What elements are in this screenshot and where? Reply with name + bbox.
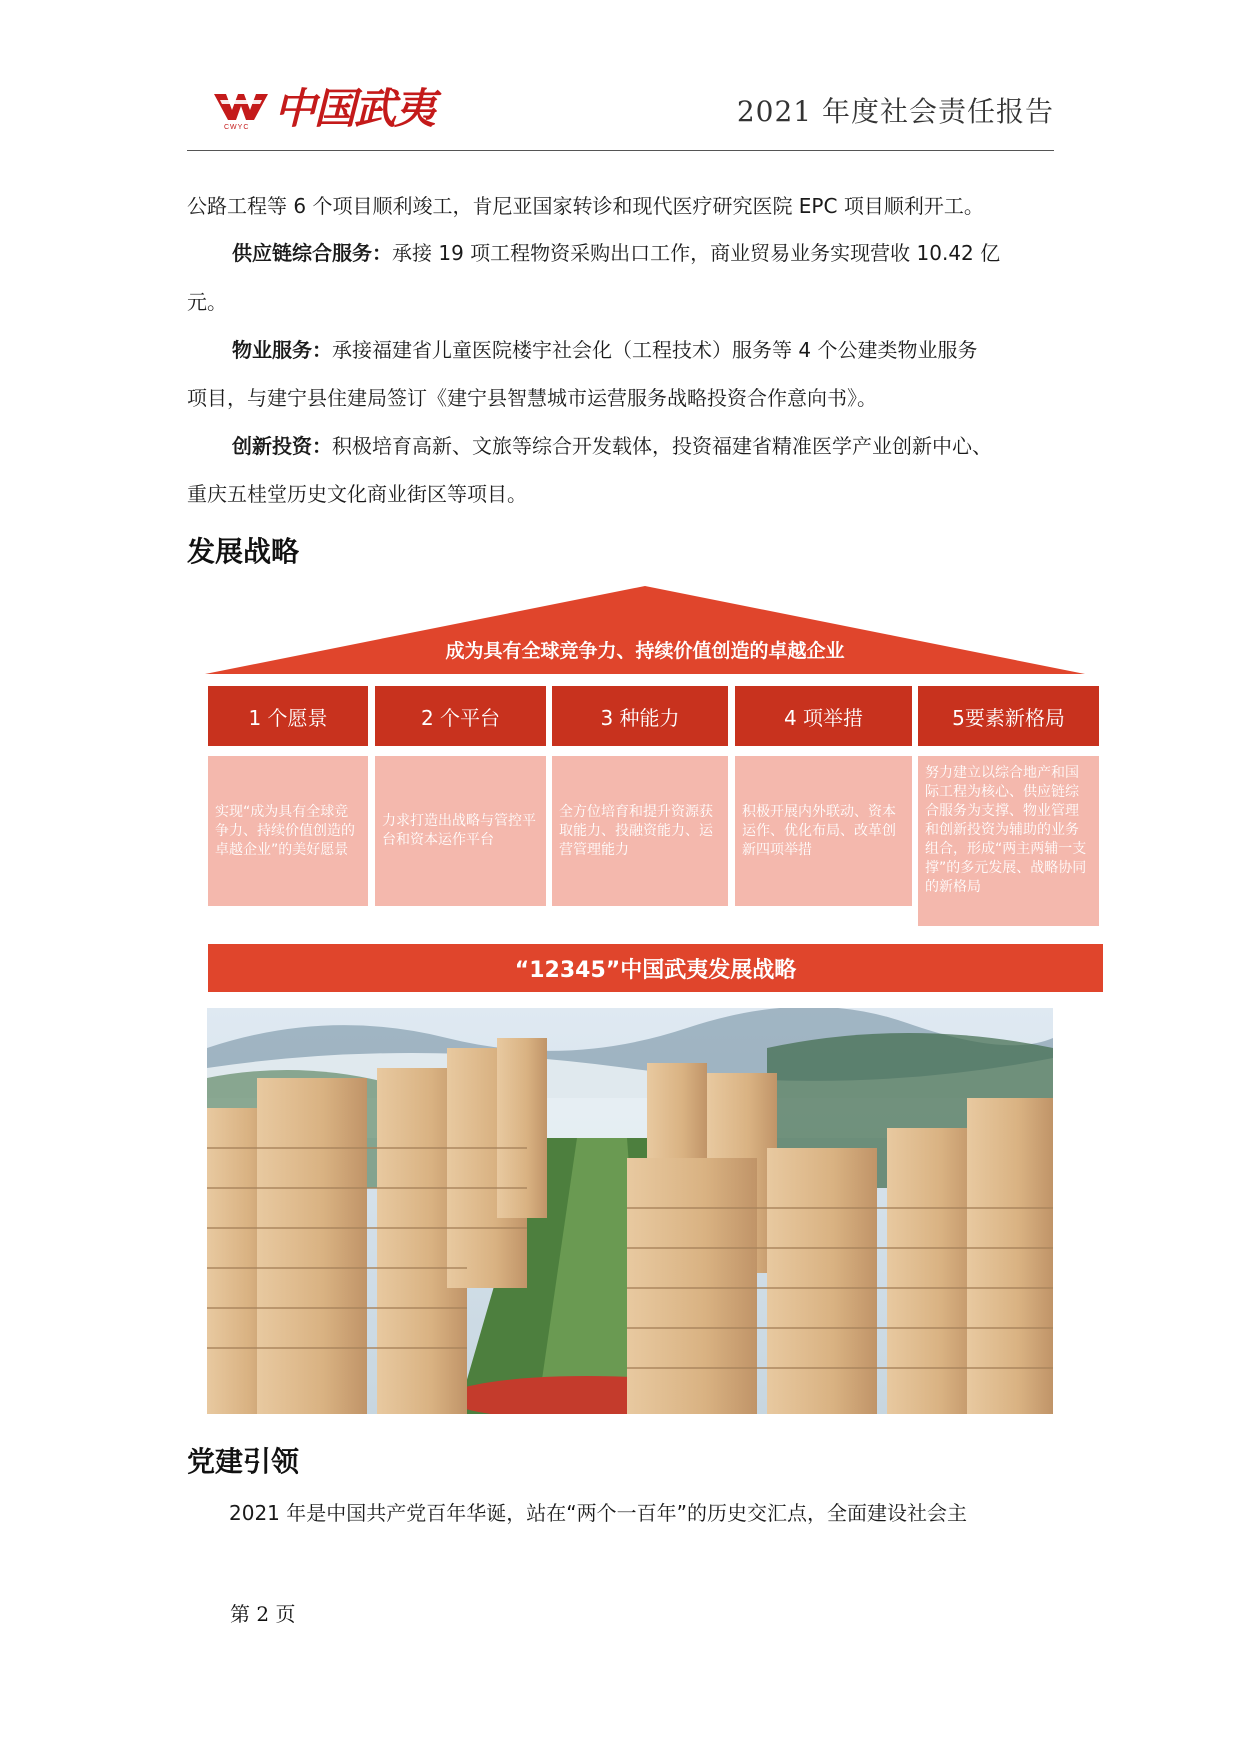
pillar-body-pattern-text: 努力建立以综合地产和国际工程为核心、供应链综合服务为支撑、物业管理和创新投资为辅助的业务组合，形成“两主两辅一支撑”的多元发展、战略协同的新格局 [925, 765, 1087, 895]
pillar-body-platforms-text: 力求打造出战略与管控平台和资本运作平台 [382, 813, 536, 848]
investment-text: 积极培育高新、文旅等综合开发载体，投资福建省精准医学产业创新中心、 [332, 434, 992, 458]
paragraph-engineering: 公路工程等 6 个项目顺利竣工，肯尼亚国家转诊和现代医疗研究医院 EPC 项目顺利开工。 [187, 194, 984, 218]
logo-wordmark: 中国武夷 [274, 84, 435, 133]
cwyc-logo-icon [212, 90, 270, 122]
investment-label: 创新投资： [232, 434, 332, 458]
logo-abbreviation: CWYC [224, 124, 250, 131]
pillar-body-capabilities-text: 全方位培育和提升资源获取能力、投融资能力、运营管理能力 [559, 803, 713, 858]
pillar-body-capabilities [552, 756, 728, 906]
pillar-body-vision [208, 756, 368, 906]
supply-chain-label: 供应链综合服务： [232, 241, 392, 265]
paragraph-supply-chain [187, 240, 1054, 266]
supply-chain-text: 承接 19 项工程物资采购出口工作，商业贸易业务实现营收 10.42 亿 [392, 241, 1001, 265]
pillar-head-measures: 4 项举措 [735, 686, 912, 746]
property-label: 物业服务： [232, 338, 332, 362]
strategy-diagram [205, 586, 1105, 996]
party-building-heading: 党建引领 [187, 1445, 300, 1478]
paragraph-investment [187, 433, 1054, 459]
strategy-bar: “12345”中国武夷发展战略 [208, 944, 1103, 992]
residential-complex-photo [207, 1008, 1053, 1414]
report-title: 2021 年度社会责任报告 [736, 95, 1054, 128]
pillar-head-platforms: 2 个平台 [375, 686, 546, 746]
pillar-body-platforms [375, 756, 546, 906]
page-number: 第 2 页 [230, 1602, 296, 1626]
paragraph-party-building: 2021 年是中国共产党百年华诞，站在“两个一百年”的历史交汇点，全面建设社会主 [229, 1501, 967, 1525]
paragraph-property-cont: 项目，与建宁县住建局签订《建宁县智慧城市运营服务战略投资合作意向书》。 [187, 386, 877, 410]
pillar-head-pattern: 5要素新格局 [918, 686, 1099, 746]
paragraph-property [187, 337, 1054, 363]
paragraph-investment-cont: 重庆五桂堂历史文化商业街区等项目。 [187, 482, 527, 506]
pillar-head-capabilities: 3 种能力 [552, 686, 728, 746]
roof-label: 成为具有全球竞争力、持续价值创造的卓越企业 [445, 640, 845, 662]
pillar-head-vision: 1 个愿景 [208, 686, 368, 746]
page-header [187, 78, 1054, 151]
property-text: 承接福建省儿童医院楼宇社会化（工程技术）服务等 4 个公建类物业服务 [332, 338, 978, 362]
pillar-body-measures [735, 756, 912, 906]
paragraph-supply-chain-cont: 元。 [187, 290, 227, 314]
pillar-body-measures-text: 积极开展内外联动、资本运作、优化布局、改革创新四项举措 [742, 803, 896, 858]
pillar-body-vision-text: 实现“成为具有全球竞争力、持续价值创造的卓越企业”的美好愿景 [215, 803, 355, 858]
strategy-heading: 发展战略 [187, 535, 300, 568]
pillar-body-pattern [918, 756, 1099, 926]
